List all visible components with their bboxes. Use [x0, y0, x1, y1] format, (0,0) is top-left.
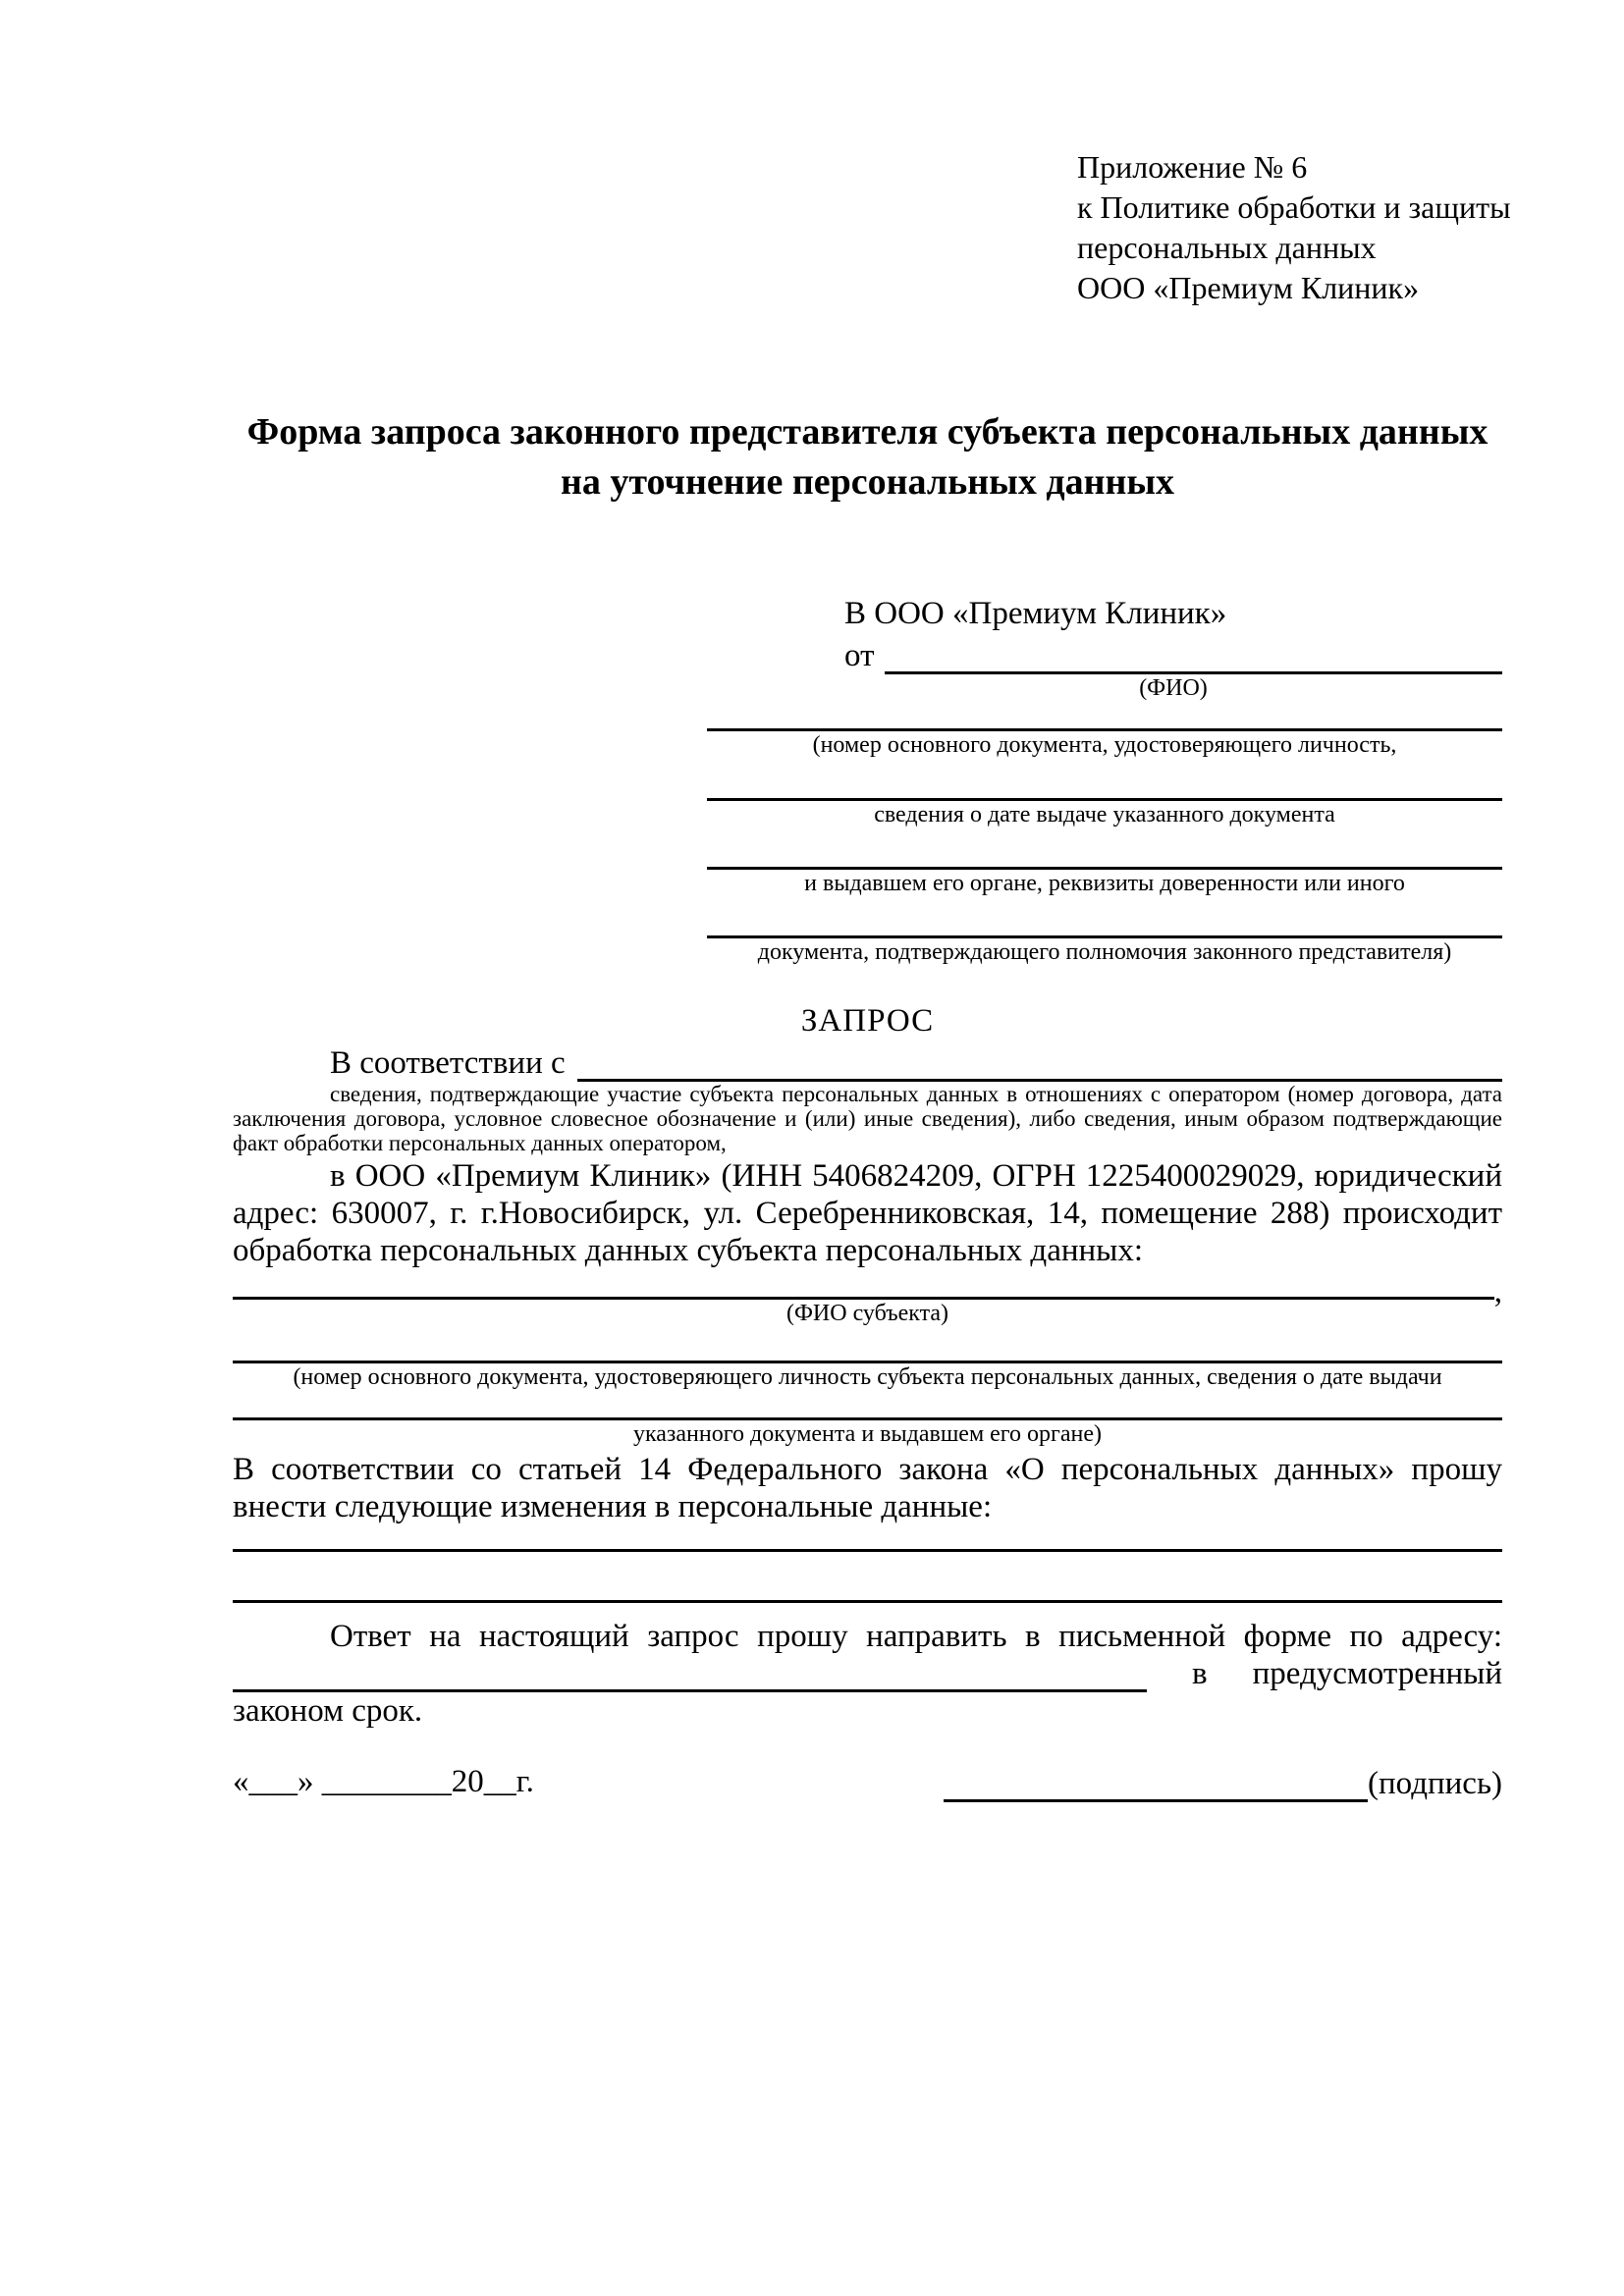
document-caption: (номер основного документа, удостоверяющего личность, [812, 732, 1397, 758]
date-blank: «___» ________20__г. [233, 1764, 534, 1799]
subject-fio-blank-row [233, 1269, 1502, 1309]
trailing-comma: , [1493, 1274, 1502, 1309]
changes-blank-line [233, 1525, 1502, 1552]
representative-document-blank-line [707, 897, 1502, 938]
representative-document-blank-line [707, 828, 1502, 870]
appendix-line: ООО «Премиум Клиник» [1077, 270, 1420, 305]
changes-blank-line [233, 1552, 1502, 1603]
signature-group [944, 1765, 1502, 1802]
representative-fio-blank-line [885, 634, 1503, 674]
answer-paragraph-tail: законом срок. [233, 1693, 423, 1729]
intro-label: В соответствии с [330, 1045, 566, 1081]
subject-fio-caption: (ФИО субъекта) [785, 1301, 949, 1326]
appendix-line: к Политике обработки и защиты [1077, 189, 1511, 225]
document-content [233, 0, 1511, 1802]
from-label: от [844, 638, 875, 673]
paragraph-indent [233, 1041, 330, 1082]
representative-document-blank-line [707, 759, 1502, 801]
answer-address-row [233, 1655, 1502, 1692]
answer-paragraph-line: Ответ на настоящий запрос прошу направить в письменной форме по адресу: [330, 1619, 1502, 1654]
request-intro-row [233, 1041, 1502, 1082]
appendix-line: Приложение № 6 [1077, 149, 1308, 185]
addressee-organization: В ООО «Премиум Клиник» [844, 596, 1227, 631]
document-caption: сведения о дате выдаче указанного документа [874, 802, 1335, 828]
subject-document-blank-line [233, 1391, 1502, 1420]
request-heading: ЗАПРОС [800, 1003, 935, 1039]
address-blank-line [233, 1655, 1147, 1692]
fio-caption: (ФИО) [1139, 675, 1208, 701]
document-title-line: Форма запроса законного представителя субъекта персональных данных [246, 411, 1489, 453]
appendix-block [1077, 147, 1511, 308]
subject-document-blank-line [233, 1327, 1502, 1363]
document-caption: и выдавшем его органе, реквизиты доверенности или иного [804, 871, 1405, 896]
document-caption: документа, подтверждающего полномочия законного представителя) [757, 939, 1452, 965]
subject-document-caption: указанного документа и выдавшем его органе) [632, 1421, 1103, 1447]
operator-paragraph: в ООО «Премиум Клиник» (ИНН 5406824209, ОГРН 1225400029029, юридический адрес: 630007, г. г.Новосибирск, ул. Серебренниковская, 14, помещение 288) происходит обработка персональных данных субъекта персональных данных: [233, 1158, 1502, 1268]
representative-document-blank-line [707, 702, 1502, 731]
signature-blank-line [944, 1765, 1368, 1802]
law-paragraph: В соответствии со статьей 14 Федерального закона «О персональных данных» прошу внести следующие изменения в персональные данные: [233, 1452, 1502, 1524]
document-title-line: на уточнение персональных данных [560, 461, 1175, 503]
answer-word: предусмотренный [1252, 1656, 1502, 1691]
date-signature-row [233, 1762, 1502, 1802]
subject-fio-blank-line [233, 1269, 1494, 1300]
appendix-line: персональных данных [1077, 230, 1377, 265]
answer-word: в [1191, 1656, 1208, 1691]
subject-document-caption: (номер основного документа, удостоверяющего личность субъекта персональных данных, сведения о дате выдачи [293, 1364, 1442, 1390]
addressee-from-row [707, 634, 1502, 674]
basis-footnote: сведения, подтверждающие участие субъекта персональных данных в отношениях с оператором (номер договора, дата заключения договора, условное словесное обозначение и (или) иные сведения), либо сведения, иным образом подтверждающие факт обработки персональных данных оператором, [233, 1082, 1502, 1155]
basis-blank-line [577, 1041, 1502, 1082]
addressee-block [707, 594, 1502, 966]
signature-caption: (подпись) [1368, 1766, 1502, 1801]
document-title [233, 407, 1502, 507]
